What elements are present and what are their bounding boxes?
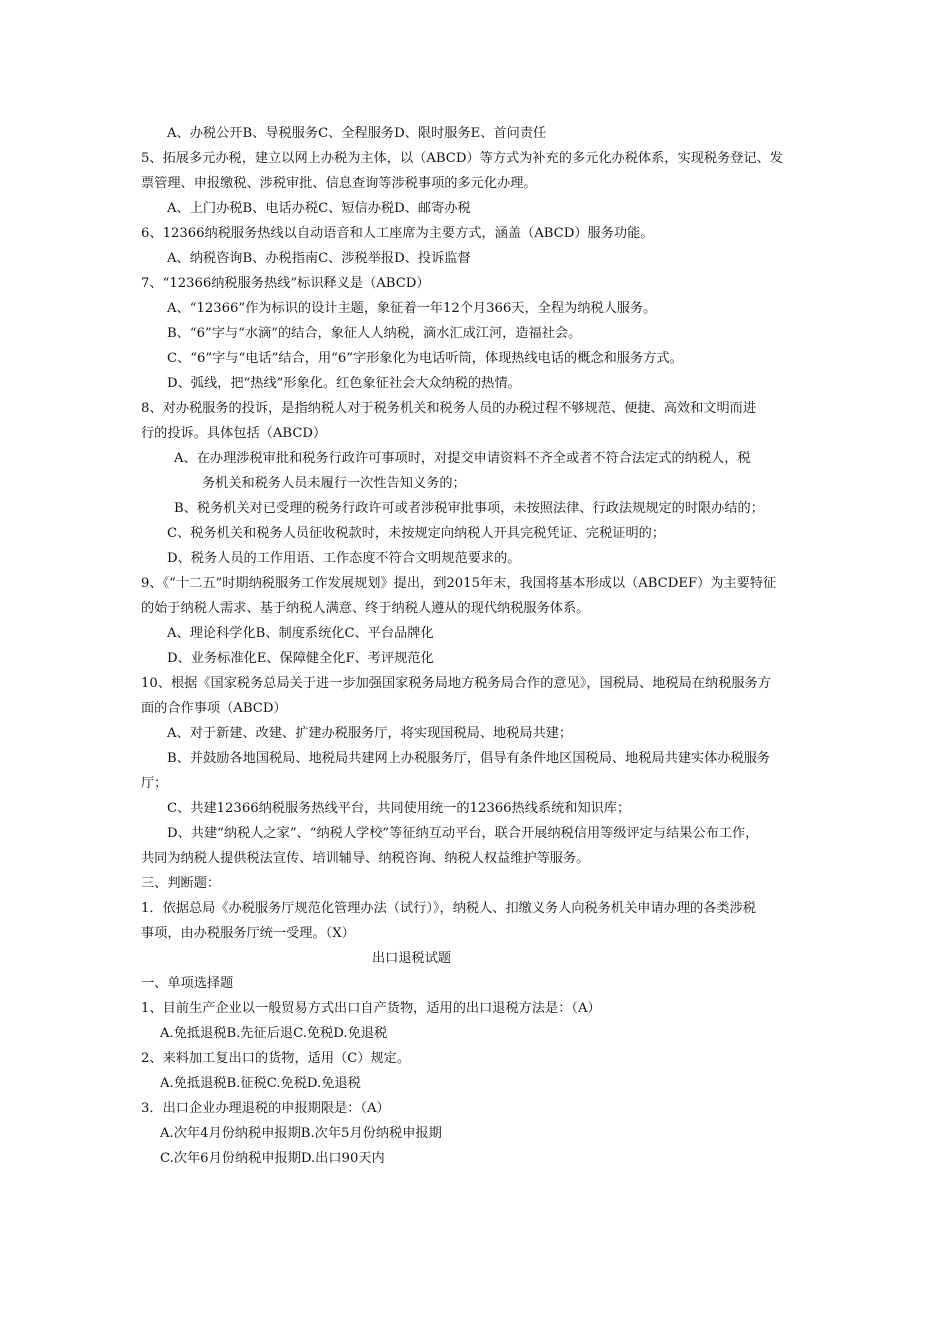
- question-line: 的始于纳税人需求、基于纳税人满意、终于纳税人遵从的现代纳税服务体系。: [141, 601, 590, 616]
- option-line: D、弧线，把“热线”形象化。红色象征社会大众纳税的热情。: [167, 376, 521, 391]
- question-line: 行的投诉。具体包括（ABCD）: [141, 426, 327, 441]
- option-line: A、理论科学化B、制度系统化C、平台品牌化: [167, 626, 434, 641]
- question-line: 面的合作事项（ABCD）: [141, 701, 287, 716]
- question-line: 7、“12366纳税服务热线”标识释义是（ABCD）: [141, 276, 430, 291]
- question-line: 10、根据《国家税务总局关于进一步加强国家税务局地方税务局合作的意见》，国税局、地税局在纳税服务方: [141, 676, 771, 691]
- option-line: D、共建“纳税人之家”、“纳税人学校”等征纳互动平台，联合开展纳税信用等级评定与结果公布工作，: [167, 826, 759, 841]
- option-line: A、在办理涉税审批和税务行政许可事项时，对提交申请资料不齐全或者不符合法定式的纳税人，税: [174, 451, 751, 466]
- option-line: A、对于新建、改建、扩建办税服务厅，将实现国税局、地税局共建；: [167, 726, 573, 741]
- question-line: 1．依据总局《办税服务厅规范化管理办法（试行）》，纳税人、扣缴义务人向税务机关申请办理的各类涉税: [141, 901, 756, 916]
- question-line: 9、《“十二五”时期纳税服务工作发展规划》提出，到2015年末，我国将基本形成以（ABCDEF）为主要特征: [141, 576, 777, 591]
- question-line: 厅；: [141, 776, 168, 791]
- question-line: 共同为纳税人提供税法宣传、培训辅导、纳税咨询、纳税人权益维护等服务。: [141, 851, 590, 866]
- option-line: A、“12366”作为标识的设计主题，象征着一年12个月366天，全程为纳税人服务。: [167, 301, 657, 316]
- option-line: A.次年4月份纳税申报期B.次年5月份纳税申报期: [160, 1126, 442, 1141]
- question-line: 5、拓展多元办税，建立以网上办税为主体，以（ABCD）等方式为补充的多元化办税体系，实现税务登记、发: [141, 151, 783, 166]
- option-line: A.免抵退税B.先征后退C.免税D.免退税: [160, 1026, 388, 1041]
- option-line: 务机关和税务人员未履行一次性告知义务的；: [202, 476, 466, 491]
- question-line: 6、12366纳税服务热线以自动语音和人工座席为主要方式，涵盖（ABCD）服务功能。: [141, 226, 654, 241]
- option-line: A、纳税咨询B、办税指南C、涉税举报D、投诉监督: [167, 251, 471, 266]
- section-heading: 三、判断题：: [141, 876, 221, 891]
- option-line: C.次年6月份纳税申报期D.出口90天内: [160, 1151, 385, 1166]
- option-line: A、上门办税B、电话办税C、短信办税D、邮寄办税: [167, 201, 471, 216]
- option-line: B、“6”字与“水滴”的结合，象征人人纳税，滴水汇成江河，造福社会。: [167, 326, 582, 341]
- question-line: 1、目前生产企业以一般贸易方式出口自产货物，适用的出口退税方法是：（A）: [141, 1001, 601, 1016]
- question-line: 事项，由办税服务厅统一受理。（X）: [141, 926, 355, 941]
- question-line: 8、对办税服务的投诉，是指纳税人对于税务机关和税务人员的办税过程不够规范、便捷、高效和文明而进: [141, 401, 757, 416]
- option-line: B、并鼓励各地国税局、地税局共建网上办税服务厅，倡导有条件地区国税局、地税局共建实体办税服务: [167, 751, 771, 766]
- option-line: D、业务标准化E、保障健全化F、考评规范化: [167, 651, 434, 666]
- option-line: D、税务人员的工作用语、工作态度不符合文明规范要求的。: [167, 551, 521, 566]
- section-heading: 一、单项选择题: [141, 976, 234, 991]
- option-line: C、税务机关和税务人员征收税款时，未按规定向纳税人开具完税凭证、完税证明的；: [167, 526, 666, 541]
- option-line: C、“6”字与“电话”结合，用“6”字形象化为电话听筒，体现热线电话的概念和服务方式。: [167, 351, 683, 366]
- question-line: 票管理、申报缴税、涉税审批、信息查询等涉税事项的多元化办理。: [141, 176, 537, 191]
- option-line: A.免抵退税B.征税C.免税D.免退税: [160, 1076, 361, 1091]
- question-line: 2、来料加工复出口的货物，适用（C）规定。: [141, 1051, 411, 1066]
- question-line: 3．出口企业办理退税的申报期限是：（A）: [141, 1101, 390, 1116]
- option-line: B、税务机关对已受理的税务行政许可或者涉税审批事项，未按照法律、行政法规规定的时限办结的；: [174, 501, 764, 516]
- option-line: A、办税公开B、导税服务C、全程服务D、限时服务E、首问责任: [167, 126, 547, 141]
- section-title: 出口退税试题: [372, 951, 452, 966]
- option-line: C、共建12366纳税服务热线平台，共同使用统一的12366热线系统和知识库；: [167, 801, 631, 816]
